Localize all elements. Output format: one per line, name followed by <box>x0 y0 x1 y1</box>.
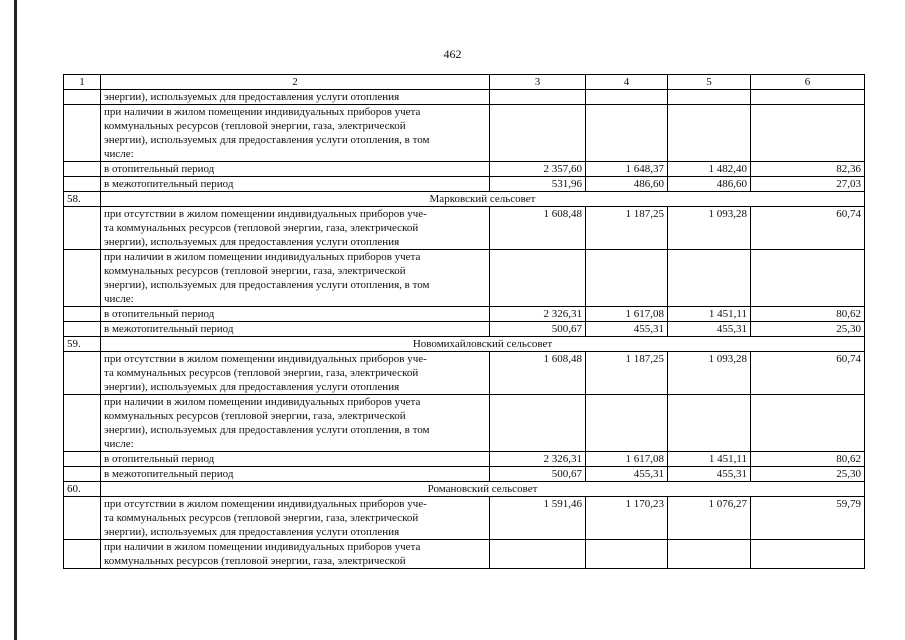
row-number-cell <box>64 162 101 177</box>
value-cell: 531,96 <box>490 177 586 192</box>
scan-edge-line <box>14 0 17 640</box>
value-cell <box>586 90 668 105</box>
value-cell: 1 076,27 <box>668 497 751 540</box>
row-description: при наличии в жилом помещении индивидуальных приборов учета коммунальных ресурсов (тепловой энергии, газа, электрической энергии), используемых для предоставления услуги отопления, в том числе: <box>101 250 490 307</box>
value-cell <box>751 250 865 307</box>
value-cell: 455,31 <box>586 467 668 482</box>
row-description: в межотопительный период <box>101 322 490 337</box>
value-cell <box>586 105 668 162</box>
column-number: 5 <box>668 75 751 90</box>
value-cell: 25,30 <box>751 322 865 337</box>
row-description: в межотопительный период <box>101 177 490 192</box>
value-cell: 455,31 <box>668 322 751 337</box>
value-cell <box>751 395 865 452</box>
section-title: Романовский сельсовет <box>101 482 865 497</box>
row-number-cell <box>64 307 101 322</box>
row-number-cell <box>64 540 101 569</box>
value-cell <box>490 250 586 307</box>
value-cell: 1 093,28 <box>668 352 751 395</box>
value-cell <box>751 540 865 569</box>
value-cell: 1 451,11 <box>668 452 751 467</box>
row-description: в отопительный период <box>101 162 490 177</box>
row-number-cell <box>64 90 101 105</box>
row-number-cell <box>64 497 101 540</box>
value-cell: 25,30 <box>751 467 865 482</box>
row-number-cell <box>64 395 101 452</box>
row-description: при отсутствии в жилом помещении индивидуальных приборов уче- та коммунальных ресурсов (тепловой энергии, газа, электрической энергии), используемых для предоставления услуги отопления <box>101 497 490 540</box>
row-description: при наличии в жилом помещении индивидуальных приборов учета коммунальных ресурсов (тепловой энергии, газа, электрической <box>101 540 490 569</box>
value-cell: 1 451,11 <box>668 307 751 322</box>
value-cell: 1 482,40 <box>668 162 751 177</box>
row-description: энергии), используемых для предоставления услуги отопления <box>101 90 490 105</box>
value-cell: 1 608,48 <box>490 352 586 395</box>
row-description: в межотопительный период <box>101 467 490 482</box>
value-cell: 27,03 <box>751 177 865 192</box>
value-cell: 1 187,25 <box>586 352 668 395</box>
value-cell: 455,31 <box>668 467 751 482</box>
table-row <box>64 177 865 192</box>
value-cell <box>586 250 668 307</box>
table-row <box>64 540 865 569</box>
value-cell <box>490 105 586 162</box>
value-cell <box>668 540 751 569</box>
table-row <box>64 452 865 467</box>
table-row <box>64 90 865 105</box>
value-cell <box>490 540 586 569</box>
value-cell: 60,74 <box>751 207 865 250</box>
value-cell: 2 326,31 <box>490 307 586 322</box>
value-cell: 80,62 <box>751 307 865 322</box>
section-header-row <box>64 192 865 207</box>
value-cell <box>668 90 751 105</box>
value-cell: 486,60 <box>668 177 751 192</box>
value-cell: 59,79 <box>751 497 865 540</box>
value-cell: 1 617,08 <box>586 307 668 322</box>
value-cell: 455,31 <box>586 322 668 337</box>
tariff-table <box>63 74 865 569</box>
value-cell: 82,36 <box>751 162 865 177</box>
value-cell: 1 187,25 <box>586 207 668 250</box>
table-row <box>64 467 865 482</box>
row-number-cell <box>64 207 101 250</box>
row-number-cell <box>64 105 101 162</box>
value-cell: 500,67 <box>490 322 586 337</box>
row-number-cell <box>64 467 101 482</box>
column-number: 6 <box>751 75 865 90</box>
value-cell <box>751 105 865 162</box>
table-row <box>64 497 865 540</box>
table-row <box>64 307 865 322</box>
value-cell: 80,62 <box>751 452 865 467</box>
value-cell <box>668 395 751 452</box>
value-cell <box>751 90 865 105</box>
row-number-cell <box>64 177 101 192</box>
table-row <box>64 250 865 307</box>
value-cell: 1 648,37 <box>586 162 668 177</box>
row-description: в отопительный период <box>101 452 490 467</box>
column-number: 1 <box>64 75 101 90</box>
column-number: 4 <box>586 75 668 90</box>
value-cell <box>668 105 751 162</box>
column-number-row <box>64 75 865 90</box>
value-cell: 2 326,31 <box>490 452 586 467</box>
section-header-row <box>64 337 865 352</box>
value-cell: 2 357,60 <box>490 162 586 177</box>
value-cell: 486,60 <box>586 177 668 192</box>
value-cell: 1 093,28 <box>668 207 751 250</box>
table-row <box>64 322 865 337</box>
value-cell <box>586 540 668 569</box>
row-description: при наличии в жилом помещении индивидуальных приборов учета коммунальных ресурсов (тепловой энергии, газа, электрической энергии), используемых для предоставления услуги отопления, в том числе: <box>101 105 490 162</box>
section-number: 59. <box>64 337 101 352</box>
row-description: при отсутствии в жилом помещении индивидуальных приборов уче- та коммунальных ресурсов (тепловой энергии, газа, электрической энергии), используемых для предоставления услуги отопления <box>101 207 490 250</box>
page-number: 462 <box>443 47 462 61</box>
value-cell <box>490 395 586 452</box>
row-number-cell <box>64 322 101 337</box>
table-row <box>64 352 865 395</box>
value-cell: 500,67 <box>490 467 586 482</box>
column-number: 3 <box>490 75 586 90</box>
table-row <box>64 395 865 452</box>
value-cell <box>668 250 751 307</box>
row-number-cell <box>64 452 101 467</box>
row-number-cell <box>64 352 101 395</box>
value-cell: 1 591,46 <box>490 497 586 540</box>
table-row <box>64 207 865 250</box>
row-description: в отопительный период <box>101 307 490 322</box>
row-description: при отсутствии в жилом помещении индивидуальных приборов уче- та коммунальных ресурсов (тепловой энергии, газа, электрической энергии), используемых для предоставления услуги отопления <box>101 352 490 395</box>
row-number-cell <box>64 250 101 307</box>
column-number: 2 <box>101 75 490 90</box>
value-cell: 60,74 <box>751 352 865 395</box>
value-cell: 1 608,48 <box>490 207 586 250</box>
section-number: 60. <box>64 482 101 497</box>
value-cell <box>586 395 668 452</box>
section-number: 58. <box>64 192 101 207</box>
section-header-row <box>64 482 865 497</box>
value-cell: 1 170,23 <box>586 497 668 540</box>
table-row <box>64 105 865 162</box>
section-title: Новомихайловский сельсовет <box>101 337 865 352</box>
value-cell <box>490 90 586 105</box>
row-description: при наличии в жилом помещении индивидуальных приборов учета коммунальных ресурсов (тепловой энергии, газа, электрической энергии), используемых для предоставления услуги отопления, в том числе: <box>101 395 490 452</box>
table-row <box>64 162 865 177</box>
section-title: Марковский сельсовет <box>101 192 865 207</box>
value-cell: 1 617,08 <box>586 452 668 467</box>
